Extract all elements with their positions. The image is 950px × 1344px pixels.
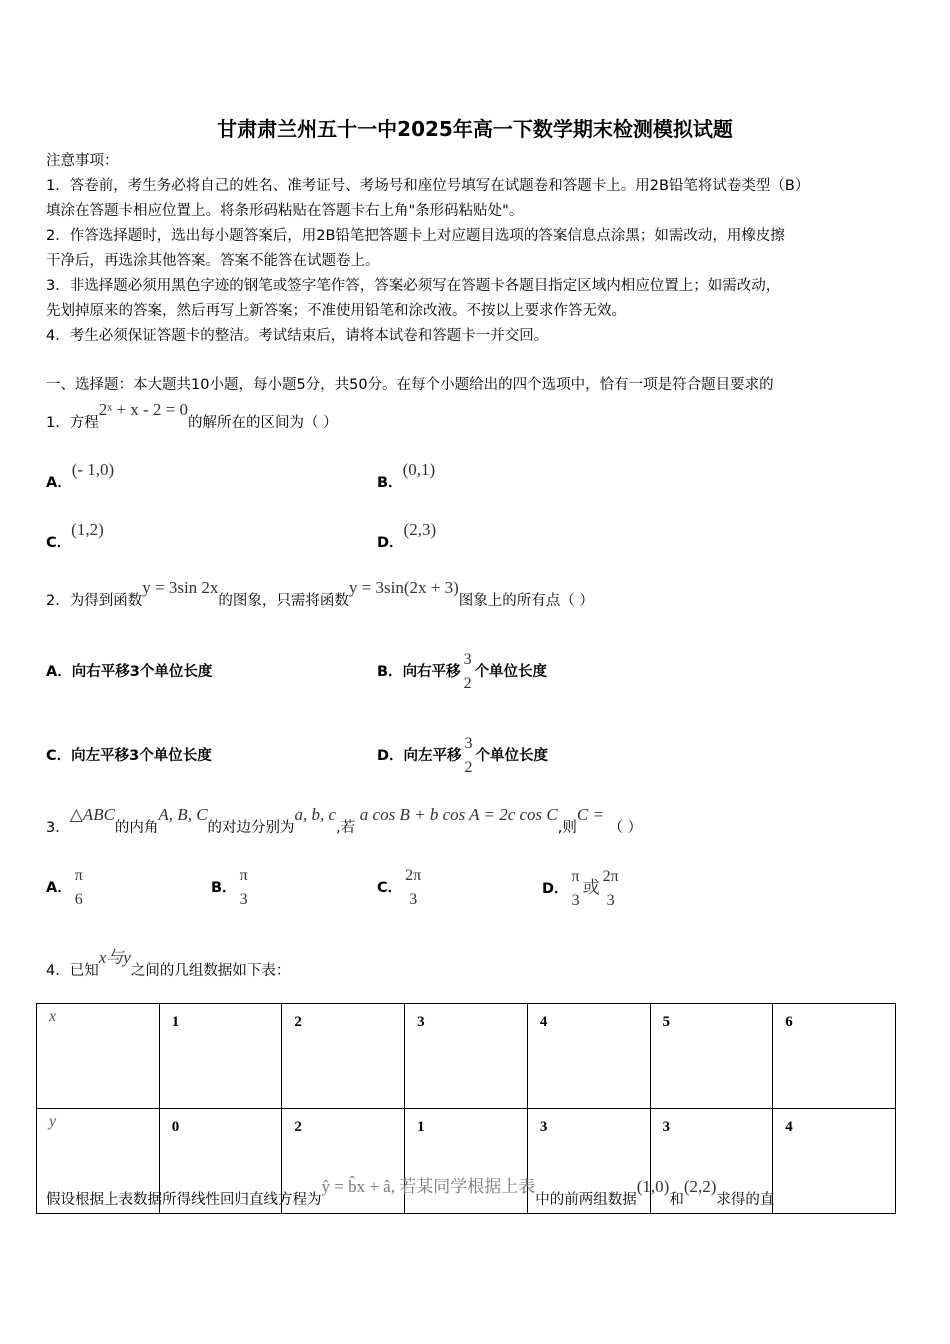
- section-heading: 一、选择题：本大题共10小题，每小题5分，共50分。在每个小题给出的四个选项中，恰有一项是符合题目要求的: [46, 377, 774, 393]
- q-text: 和: [669, 1192, 684, 1208]
- question-3: [46, 805, 643, 838]
- note-line: 3．非选择题必须用黑色字迹的钢笔或签字笔作答，答案必须写在答题卡各题目指定区域内相应位置上；如需改动，: [46, 278, 781, 294]
- q-math: A, B, C: [158, 805, 208, 824]
- note-line: 2．作答选择题时，选出每小题答案后，用2B铅笔把答题卡上对应题目选项的答案信息点涂黑；如需改动，用橡皮擦: [46, 228, 785, 244]
- denominator: 6: [74, 891, 83, 908]
- option-d[interactable]: [377, 520, 437, 553]
- fraction: [465, 732, 473, 780]
- note-line: 填涂在答题卡相应位置上。将条形码粘贴在答题卡右上角"条形码粘贴处"。: [46, 203, 524, 219]
- q-math: y = 3sin(2x + 3): [348, 578, 459, 597]
- table-cell: 3: [527, 1109, 650, 1214]
- row-header: x: [37, 1004, 160, 1109]
- denominator: 2: [463, 675, 472, 692]
- q-text: ,若: [336, 820, 356, 836]
- option-c[interactable]: [377, 864, 424, 912]
- row-header: y: [37, 1109, 160, 1214]
- q-text: 的解所在的区间为（ ）: [187, 415, 338, 431]
- note-line: 干净后，再选涂其他答案。答案不能答在试题卷上。: [46, 253, 380, 269]
- denominator: 3: [606, 892, 615, 909]
- option-text: 个单位长度: [474, 664, 548, 680]
- q-text: ,则: [557, 820, 577, 836]
- table-cell: 5: [650, 1004, 773, 1109]
- fraction: [405, 864, 421, 912]
- q-number: 1．: [46, 415, 70, 431]
- option-a[interactable]: [46, 864, 86, 912]
- table-cell: 0: [159, 1109, 282, 1214]
- option-c[interactable]: [46, 746, 212, 766]
- table-cell: 6: [773, 1004, 896, 1109]
- fraction: [75, 864, 83, 912]
- table-cell: 1: [405, 1109, 528, 1214]
- option-b[interactable]: [211, 864, 251, 912]
- q-text: 之间的几组数据如下表：: [130, 963, 291, 979]
- q-text: 已知: [69, 963, 99, 979]
- option-math: (2,3): [403, 520, 437, 539]
- option-label: C．: [46, 535, 72, 551]
- q-text: 求得的直: [716, 1192, 775, 1208]
- q-math: ŷ = b̂x + â, 若某同学根据上表: [321, 1177, 536, 1196]
- q-math: C =: [576, 805, 604, 824]
- note-line: 4．考生必须保证答题卡的整洁。考试结束后，请将本试卷和答题卡一并交回。: [46, 328, 549, 344]
- numerator: π: [74, 867, 83, 884]
- option-label: B．: [377, 475, 403, 491]
- note-line: 1．答卷前，考生务必将自己的姓名、准考证号、考场号和座位号填写在试题卷和答题卡上。用2B铅笔将试卷类型（B）: [46, 178, 810, 194]
- denominator: 3: [239, 891, 248, 908]
- table-cell: 4: [773, 1109, 896, 1214]
- option-label: C．: [377, 880, 403, 896]
- option-a[interactable]: [46, 662, 212, 682]
- option-math: (0,1): [402, 460, 436, 479]
- option-label: D．: [377, 748, 404, 764]
- option-text: 向右平移3个单位长度: [71, 664, 213, 680]
- question-4-continued: [46, 1177, 775, 1210]
- q-math: (1,0): [636, 1177, 670, 1196]
- table-row: [37, 1004, 896, 1109]
- option-text: 向左平移3个单位长度: [71, 748, 212, 764]
- q-number: 2．: [46, 593, 70, 609]
- q-text: 中的前两组数据: [535, 1192, 637, 1208]
- q-text: 图象上的所有点（ ）: [458, 593, 594, 609]
- q-math: x与y: [98, 948, 131, 967]
- option-label: B．: [377, 664, 403, 680]
- fraction: [603, 865, 619, 913]
- question-2: [46, 578, 594, 611]
- option-text: 或: [582, 878, 600, 897]
- table-cell: 3: [650, 1109, 773, 1214]
- question-1: [46, 400, 338, 433]
- q-math: (2,2): [683, 1177, 717, 1196]
- question-4: [46, 948, 291, 981]
- notes-heading: 注意事项：: [46, 153, 119, 169]
- q-math: 2ˣ + x - 2 = 0: [98, 400, 188, 419]
- option-b[interactable]: [377, 648, 547, 696]
- q-text: 的图象，只需将函数: [218, 593, 349, 609]
- numerator: 3: [463, 651, 472, 668]
- denominator: 2: [464, 759, 473, 776]
- numerator: 2π: [405, 867, 422, 884]
- option-d[interactable]: [377, 732, 548, 780]
- table-cell: 2: [282, 1109, 405, 1214]
- option-text: 向左平移: [403, 748, 462, 764]
- table-cell: 2: [282, 1004, 405, 1109]
- option-math: (1,2): [71, 520, 104, 539]
- page-title: 甘肃肃兰州五十一中2025年高一下数学期末检测模拟试题: [217, 117, 733, 141]
- numerator: 3: [464, 735, 473, 752]
- q-text: 的对边分别为: [207, 820, 295, 836]
- fraction: [464, 648, 472, 696]
- option-text: 向右平移: [402, 664, 461, 680]
- option-label: A．: [46, 664, 72, 680]
- numerator: π: [571, 868, 580, 885]
- option-label: D．: [542, 881, 569, 897]
- denominator: 3: [571, 892, 580, 909]
- q-math: a, b, c: [294, 805, 337, 824]
- option-label: A．: [46, 880, 72, 896]
- option-label: D．: [377, 535, 404, 551]
- option-b[interactable]: [377, 460, 436, 493]
- option-label: C．: [46, 748, 72, 764]
- q-text: 假设根据上表数据所得线性回归直线方程为: [46, 1192, 322, 1208]
- option-d[interactable]: [542, 864, 622, 913]
- numerator: 2π: [602, 868, 619, 885]
- numerator: π: [239, 867, 248, 884]
- option-math: (- 1,0): [71, 460, 115, 479]
- fraction: [240, 864, 248, 912]
- q-number: 4．: [46, 963, 70, 979]
- q-math: y = 3sin 2x: [142, 578, 219, 597]
- option-label: B．: [211, 880, 237, 896]
- denominator: 3: [409, 891, 418, 908]
- q-math: △ABC: [69, 805, 115, 824]
- option-text: 个单位长度: [475, 748, 549, 764]
- note-line: 先划掉原来的答案，然后再写上新答案；不准使用铅笔和涂改液。不按以上要求作答无效。: [46, 303, 626, 319]
- q-text: （ ）: [608, 820, 643, 836]
- q-text: 为得到函数: [69, 593, 143, 609]
- option-c[interactable]: [46, 520, 104, 553]
- q-text: 的内角: [114, 820, 159, 836]
- fraction: [572, 865, 580, 913]
- table-cell: 4: [527, 1004, 650, 1109]
- option-label: A．: [46, 475, 72, 491]
- q-text: 方程: [69, 415, 99, 431]
- option-a[interactable]: [46, 460, 115, 493]
- q-math: a cos B + b cos A = 2c cos C: [359, 805, 558, 824]
- q-number: 3．: [46, 820, 70, 836]
- table-cell: 1: [159, 1004, 282, 1109]
- table-cell: 3: [405, 1004, 528, 1109]
